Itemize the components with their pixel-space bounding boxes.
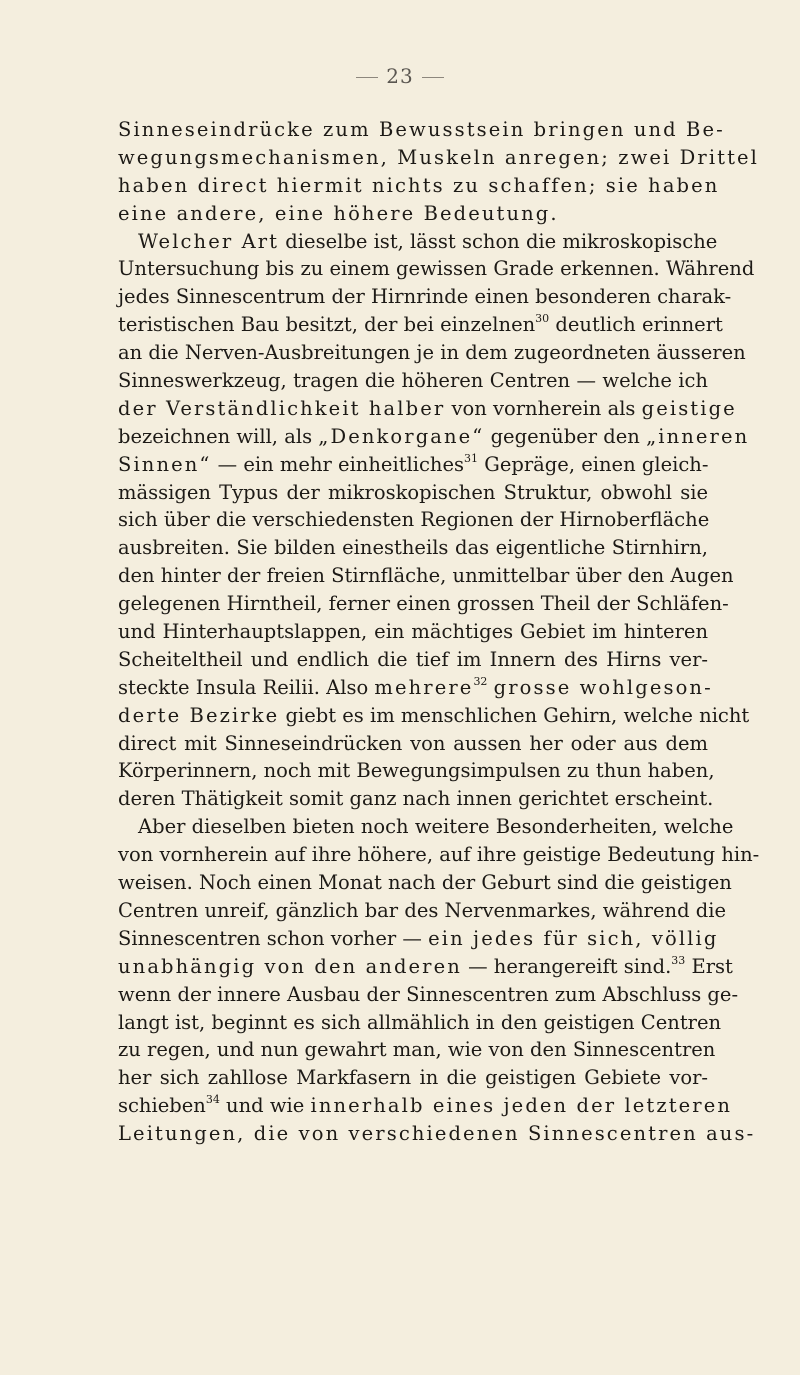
text-run: giebt es im menschlichen Gehirn, welche nicht: [279, 703, 750, 727]
text-run: ausbreiten. Sie bilden einestheils das eigentliche Stirnhirn,: [118, 536, 708, 560]
text-run: wenn der innere Ausbau der Sinnescentren zum Abschluss ge-: [118, 982, 739, 1006]
text-line: [118, 953, 733, 981]
text-run: her sich zahllose Markfasern in die geistigen Gebiete vor-: [118, 1066, 708, 1090]
text-line: [118, 841, 760, 869]
footnote-ref: 31: [464, 451, 479, 465]
footnote-ref: 34: [205, 1093, 220, 1107]
text-run: und wie: [219, 1094, 311, 1118]
header-rule-right: [422, 77, 444, 78]
text-line: [118, 562, 734, 590]
text-line: [118, 590, 729, 618]
text-line: [118, 785, 714, 813]
text-line: [118, 674, 713, 702]
text-line: [118, 1120, 756, 1148]
text-line: [118, 618, 708, 646]
text-run: deren Thätigkeit somit ganz nach innen gerichtet erscheint.: [118, 787, 714, 811]
text-run: an die Nerven-Ausbreitungen je in dem zugeordneten äusseren: [118, 341, 746, 365]
spaced-emphasis: Leitungen, die von verschiedenen Sinnescentren aus-: [118, 1122, 756, 1146]
text-line: [118, 925, 719, 953]
text-run: und Hinterhauptslappen, ein mächtiges Gebiet im hinteren: [118, 620, 708, 644]
spaced-emphasis: Sinnen“: [118, 452, 212, 476]
text-run: — herangereift sind.: [461, 954, 672, 978]
text-line: [118, 897, 727, 925]
text-run: Scheiteltheil und endlich die tief im Innern des Hirns ver-: [118, 647, 708, 671]
text-run: mässigen Typus der mikroskopischen Struktur, obwohl sie: [118, 480, 708, 504]
text-line: [118, 730, 708, 758]
text-line: [118, 172, 720, 200]
text-run: zu regen, und nun gewahrt man, wie von den Sinnescentren: [118, 1038, 716, 1062]
text-run: Aber dieselben bieten noch weitere Besonderheiten, welche: [138, 815, 734, 839]
spaced-emphasis: grosse wohlgeson-: [493, 675, 713, 699]
text-run: teristischen Bau besitzt, der bei einzelnen: [118, 313, 536, 337]
text-line: [118, 757, 715, 785]
text-run: den hinter der freien Stirnfläche, unmittelbar über den Augen: [118, 564, 734, 588]
spaced-emphasis: „Denkorgane“: [318, 424, 485, 448]
text-run: — ein mehr einheitliches: [211, 452, 465, 476]
text-run: langt ist, beginnt es sich allmählich in den geistigen Centren: [118, 1010, 722, 1034]
text-line: [118, 1092, 733, 1120]
text-run: von vornherein auf ihre höhere, auf ihre geistige Bedeutung hin-: [118, 843, 760, 867]
spaced-emphasis: innerhalb eines jeden der letzteren: [310, 1094, 733, 1118]
text-line: [118, 702, 750, 730]
text-line: [118, 1009, 722, 1037]
text-line: [118, 813, 734, 841]
header-rule-left: [356, 77, 378, 78]
spaced-emphasis: Welcher Art: [138, 229, 280, 253]
body-text: [118, 116, 760, 1148]
text-line: [118, 144, 760, 172]
text-line: [118, 283, 732, 311]
footnote-ref: 32: [473, 674, 488, 688]
spaced-emphasis: mehrere: [374, 675, 474, 699]
text-line: [118, 367, 708, 395]
spaced-emphasis: eine andere, eine höhere Bedeutung.: [118, 201, 559, 225]
text-line: [118, 981, 739, 1009]
text-run: steckte Insula Reilii. Also: [118, 675, 375, 699]
text-run: deutlich erinnert: [549, 313, 723, 337]
text-line: [118, 228, 718, 256]
spaced-emphasis: „inneren: [646, 424, 750, 448]
text-line: [118, 646, 708, 674]
text-run: Erst: [685, 954, 733, 978]
text-run: Untersuchung bis zu einem gewissen Grade erkennen. Während: [118, 257, 755, 281]
spaced-emphasis: geistige: [641, 396, 737, 420]
text-run: sich über die verschiedensten Regionen der Hirnoberfläche: [118, 508, 710, 532]
text-line: [118, 200, 708, 228]
text-run: Sinnescentren schon vorher —: [118, 926, 429, 950]
text-line: [118, 451, 708, 479]
text-run: dieselbe ist, lässt schon die mikroskopische: [279, 229, 718, 253]
text-run: Sinneswerkzeug, tragen die höheren Centren — welche ich: [118, 369, 708, 393]
text-line: [118, 255, 755, 283]
text-line: [118, 395, 737, 423]
text-run: jedes Sinnescentrum der Hirnrinde einen besonderen charak-: [118, 285, 732, 309]
text-line: [118, 479, 708, 507]
text-run: Körperinnern, noch mit Bewegungsimpulsen zu thun haben,: [118, 759, 715, 783]
spaced-emphasis: derte Bezirke: [118, 703, 280, 727]
footnote-ref: 33: [671, 953, 686, 967]
text-line: [118, 311, 723, 339]
footnote-ref: 30: [535, 312, 550, 326]
text-line: [118, 869, 732, 897]
text-run: schieben: [118, 1094, 206, 1118]
text-run: von vornherein als: [445, 396, 642, 420]
text-run: Gepräge, einen gleich-: [478, 452, 709, 476]
text-line: [118, 423, 750, 451]
text-line: [118, 534, 708, 562]
text-run: bezeichnen will, als: [118, 424, 319, 448]
page-number: 23: [386, 64, 414, 88]
spaced-emphasis: Sinneseindrücke zum Bewusstsein bringen und Be-: [118, 118, 725, 141]
text-run: gegenüber den: [484, 424, 647, 448]
spaced-emphasis: ein jedes für sich, völlig: [428, 926, 719, 950]
page-header: [0, 64, 800, 88]
spaced-emphasis: wegungsmechanismen, Muskeln anregen; zwei Drittel: [118, 145, 760, 169]
text-line: [118, 339, 746, 367]
text-run: Centren unreif, gänzlich bar des Nervenmarkes, während die: [118, 898, 727, 922]
text-run: direct mit Sinneseindrücken von aussen her oder aus dem: [118, 731, 708, 755]
text-line: [118, 1064, 708, 1092]
text-line: [118, 1036, 716, 1064]
text-line: [118, 506, 708, 534]
text-run: gelegenen Hirntheil, ferner einen grossen Theil der Schläfen-: [118, 592, 729, 616]
text-line: [118, 116, 725, 144]
spaced-emphasis: haben direct hiermit nichts zu schaffen; sie haben: [118, 173, 720, 197]
text-run: weisen. Noch einen Monat nach der Geburt sind die geistigen: [118, 871, 732, 895]
spaced-emphasis: der Verständlichkeit halber: [118, 396, 446, 420]
spaced-emphasis: unabhängig von den anderen: [118, 954, 462, 978]
